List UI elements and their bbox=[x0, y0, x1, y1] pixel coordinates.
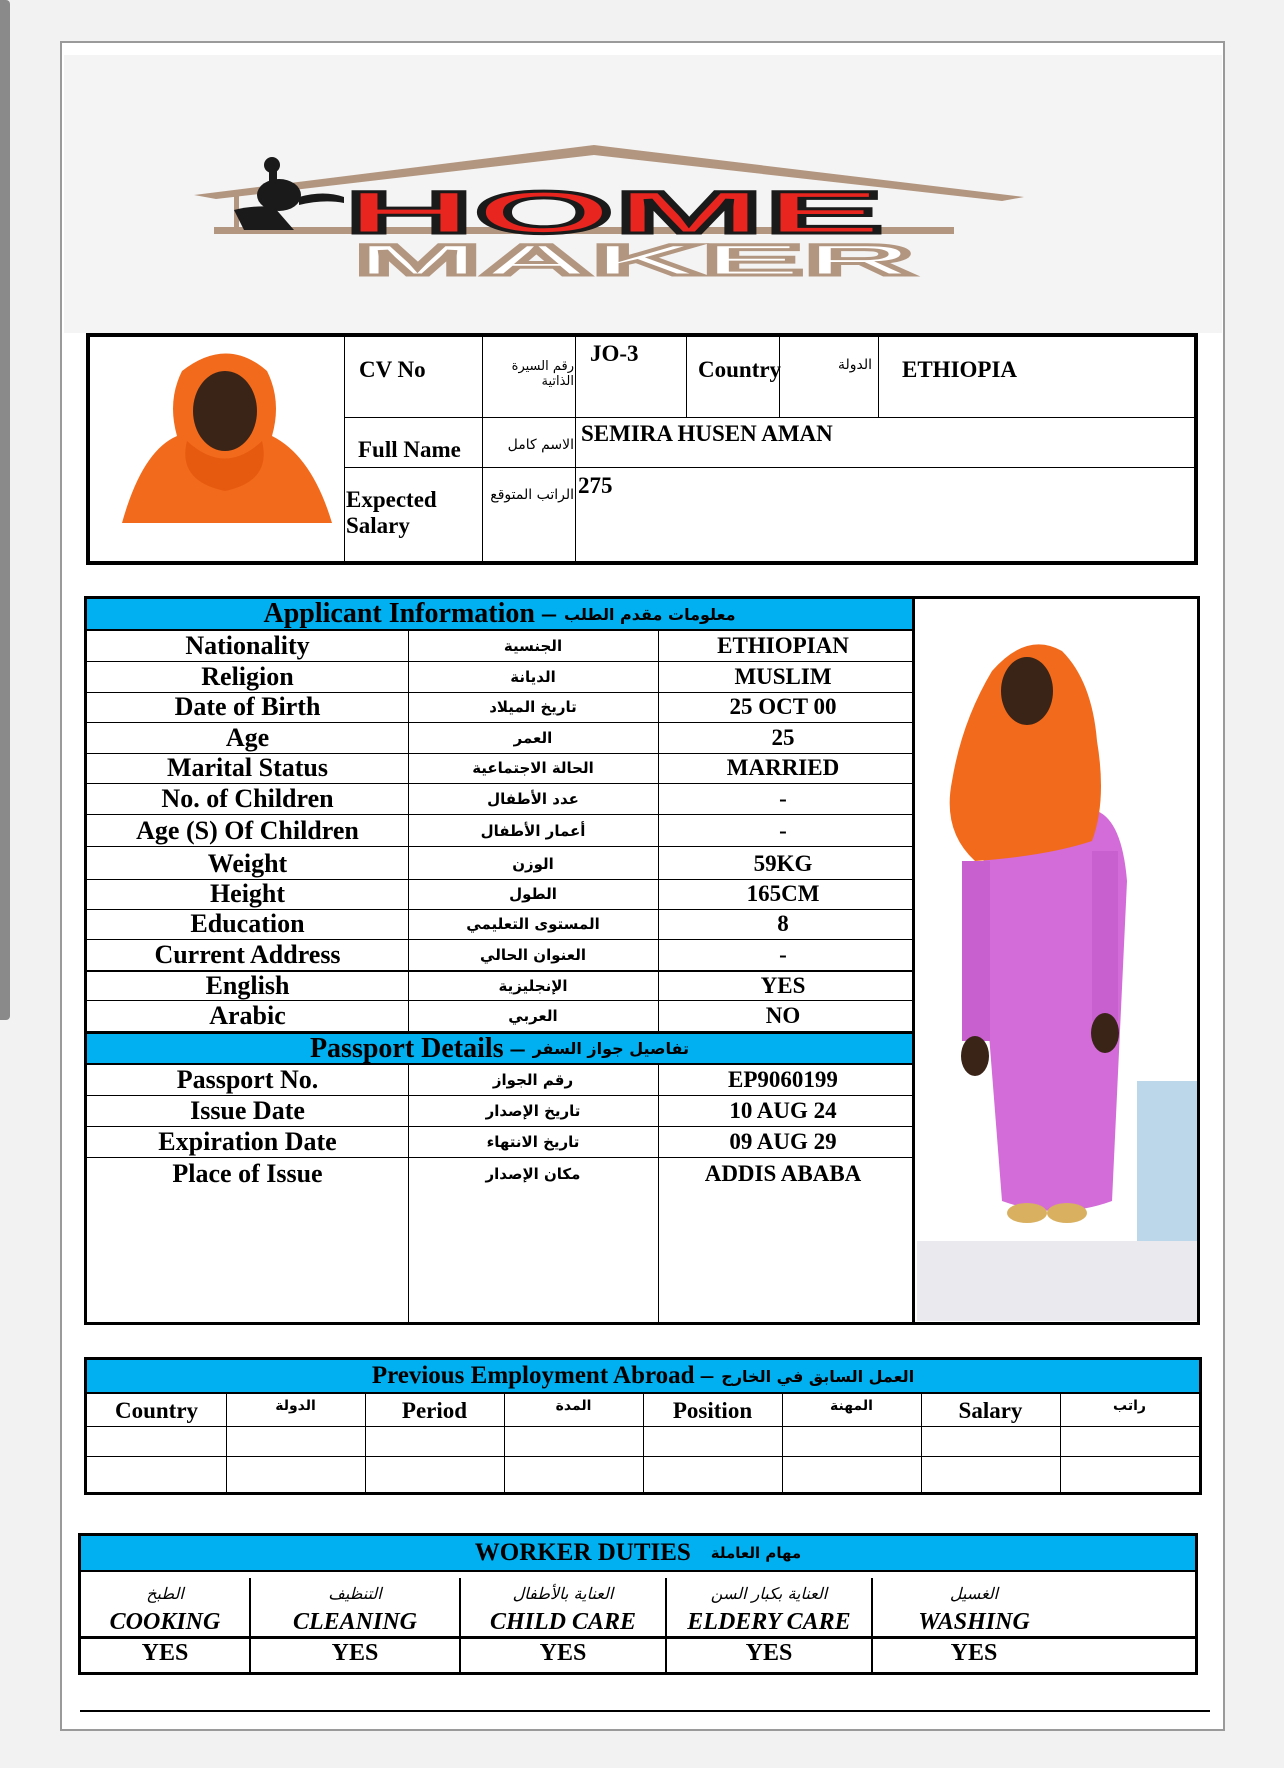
table-row bbox=[87, 631, 912, 662]
country-label-ar: الدولة bbox=[837, 357, 872, 373]
duty-label: ELDERY CARE bbox=[687, 1609, 851, 1635]
passport-details-title-ar: تفاصيل جواز السفر bbox=[532, 1039, 690, 1058]
row-value: - bbox=[779, 786, 787, 811]
table-row bbox=[87, 940, 912, 971]
row-value: YES bbox=[760, 973, 806, 998]
applicant-portrait bbox=[122, 341, 332, 523]
cv-no-label: CV No bbox=[359, 357, 426, 382]
row-value: ETHIOPIAN bbox=[717, 633, 849, 658]
previous-employment-title-ar: العمل السابق في الخارج bbox=[721, 1366, 915, 1386]
duty-column bbox=[665, 1578, 871, 1672]
table-row bbox=[87, 723, 912, 754]
duty-label-ar: الغسيل bbox=[949, 1584, 999, 1603]
table-row bbox=[87, 1001, 912, 1032]
row-value: 09 AUG 29 bbox=[729, 1129, 837, 1154]
row-label-ar: العنوان الحالي bbox=[480, 946, 586, 964]
row-label-ar: أعمار الأطفال bbox=[480, 822, 586, 840]
duty-column bbox=[871, 1578, 1075, 1672]
employment-header-ar: المدة bbox=[555, 1398, 592, 1414]
row-label-ar: عدد الأطفال bbox=[487, 790, 579, 808]
row-value: 25 OCT 00 bbox=[729, 694, 837, 719]
row-value: MUSLIM bbox=[734, 664, 832, 689]
table-row bbox=[87, 784, 912, 815]
row-label-ar: مكان الإصدار bbox=[485, 1165, 581, 1183]
scrollbar[interactable] bbox=[0, 0, 10, 1020]
table-row bbox=[87, 1127, 912, 1158]
row-label: Nationality bbox=[185, 631, 310, 660]
footer-divider bbox=[80, 1710, 1210, 1712]
expected-salary-label-ar: الراتب المتوقع bbox=[490, 487, 574, 503]
row-label-ar: تاريخ الانتهاء bbox=[486, 1133, 580, 1151]
row-label: Current Address bbox=[154, 940, 341, 969]
duty-label: CLEANING bbox=[292, 1609, 418, 1635]
cv-no-value: JO-3 bbox=[590, 341, 639, 366]
passport-details-title: Passport Details – bbox=[309, 1032, 525, 1064]
duty-label: WASHING bbox=[918, 1609, 1030, 1635]
employment-header: Position bbox=[672, 1398, 753, 1423]
duty-value: YES bbox=[331, 1640, 379, 1666]
row-label: Weight bbox=[207, 849, 288, 878]
row-label-ar: الديانة bbox=[510, 668, 556, 686]
row-value: 10 AUG 24 bbox=[729, 1098, 837, 1123]
row-label: Religion bbox=[201, 662, 294, 691]
applicant-info-title-ar: معلومات مقدم الطلب bbox=[563, 604, 736, 624]
row-label-ar: العمر bbox=[513, 729, 553, 747]
full-name-label: Full Name bbox=[358, 437, 461, 462]
duty-label-ar: الطبخ bbox=[146, 1584, 184, 1603]
row-label-ar: العربي bbox=[508, 1007, 558, 1025]
row-label-ar: الجنسية bbox=[503, 637, 563, 655]
row-label: Expiration Date bbox=[158, 1127, 337, 1156]
row-label-ar: تاريخ الميلاد bbox=[489, 698, 577, 716]
row-value: 165CM bbox=[746, 881, 820, 906]
duty-label-ar: التنظيف bbox=[328, 1584, 382, 1603]
duty-value: YES bbox=[539, 1640, 587, 1666]
row-label-ar: الطول bbox=[509, 885, 557, 903]
table-row bbox=[87, 1065, 912, 1096]
table-row bbox=[87, 816, 912, 847]
full-name-value: SEMIRA HUSEN AMAN bbox=[581, 421, 833, 446]
table-row bbox=[87, 849, 912, 880]
row-label: Height bbox=[209, 879, 286, 908]
worker-duties-title-ar: مهام العاملة bbox=[710, 1544, 802, 1562]
row-label: Issue Date bbox=[190, 1096, 305, 1125]
row-label: Place of Issue bbox=[172, 1159, 323, 1188]
duty-column bbox=[81, 1578, 249, 1672]
table-row bbox=[87, 909, 912, 940]
row-label-ar: المستوى التعليمي bbox=[466, 915, 600, 933]
table-row bbox=[87, 970, 912, 1001]
row-label: Marital Status bbox=[166, 753, 329, 782]
row-value: 25 bbox=[771, 725, 795, 750]
row-label: English bbox=[205, 971, 290, 1000]
applicant-full-photo bbox=[917, 601, 1197, 1321]
row-value: EP9060199 bbox=[728, 1067, 838, 1092]
table-row bbox=[87, 662, 912, 693]
row-label: Date of Birth bbox=[174, 692, 321, 721]
row-label: Age bbox=[225, 723, 270, 752]
passport-details-header bbox=[87, 1032, 912, 1065]
previous-employment-title: Previous Employment Abroad – bbox=[371, 1362, 714, 1389]
table-row bbox=[87, 879, 912, 910]
duty-label: CHILD CARE bbox=[489, 1609, 637, 1635]
cv-no-label-ar: رقم السيرة الذاتية bbox=[511, 359, 574, 389]
country-value: ETHIOPIA bbox=[902, 357, 1018, 382]
table-row bbox=[87, 753, 912, 784]
row-label: No. of Children bbox=[161, 784, 334, 813]
employment-header-ar: المهنة bbox=[830, 1398, 873, 1414]
row-label: Age (S) Of Children bbox=[136, 816, 359, 845]
home-maker-logo bbox=[194, 135, 1074, 315]
svg-text:HOME: HOME bbox=[344, 179, 884, 246]
duty-value: YES bbox=[745, 1640, 793, 1666]
row-label-ar: تاريخ الإصدار bbox=[485, 1102, 581, 1120]
employment-header: Salary bbox=[958, 1398, 1023, 1423]
duty-label-ar: العناية بالأطفال bbox=[512, 1584, 614, 1603]
country-label: Country bbox=[698, 357, 782, 382]
applicant-info-header bbox=[87, 599, 912, 631]
row-value: MARRIED bbox=[726, 755, 840, 780]
worker-duties-table bbox=[78, 1533, 1198, 1675]
duty-value: YES bbox=[950, 1640, 998, 1666]
cv-page bbox=[60, 41, 1225, 1731]
cv-header-table bbox=[86, 333, 1198, 565]
applicant-info-table bbox=[84, 596, 1200, 1325]
table-row bbox=[87, 692, 912, 723]
previous-employment-header bbox=[87, 1360, 1199, 1394]
row-value: NO bbox=[765, 1003, 801, 1028]
full-name-label-ar: الاسم كامل bbox=[507, 437, 574, 453]
row-value: - bbox=[779, 942, 787, 967]
employment-header-ar: الدولة bbox=[275, 1398, 316, 1414]
employment-header: Period bbox=[401, 1398, 468, 1423]
worker-duties-header bbox=[81, 1536, 1195, 1572]
svg-text:MAKER: MAKER bbox=[354, 236, 914, 285]
worker-duties-title: WORKER DUTIES bbox=[474, 1539, 691, 1566]
table-row bbox=[87, 1157, 912, 1191]
row-label-ar: الإنجليزية bbox=[498, 977, 568, 995]
row-label: Arabic bbox=[209, 1001, 286, 1030]
row-value: 59KG bbox=[753, 851, 813, 876]
row-value: - bbox=[779, 818, 787, 843]
duty-label: COOKING bbox=[109, 1609, 221, 1635]
expected-salary-value: 275 bbox=[578, 473, 613, 498]
row-label-ar: الحالة الاجتماعية bbox=[472, 759, 594, 777]
row-label-ar: الوزن bbox=[512, 855, 554, 873]
table-row bbox=[87, 1096, 912, 1127]
duty-column bbox=[249, 1578, 459, 1672]
duty-column bbox=[459, 1578, 665, 1672]
duty-value: YES bbox=[141, 1640, 189, 1666]
row-value: ADDIS ABABA bbox=[704, 1161, 862, 1186]
duty-label-ar: العناية بكبار السن bbox=[710, 1584, 828, 1603]
previous-employment-table bbox=[84, 1357, 1202, 1495]
expected-salary-label: Expected Salary bbox=[346, 487, 437, 538]
logo-banner bbox=[64, 55, 1222, 333]
employment-header: Country bbox=[114, 1398, 199, 1423]
row-label-ar: رقم الجواز bbox=[492, 1071, 574, 1089]
applicant-info-title: Applicant Information – bbox=[263, 598, 556, 629]
employment-header-ar: راتب bbox=[1113, 1398, 1146, 1414]
row-label: Education bbox=[190, 909, 305, 938]
row-label: Passport No. bbox=[176, 1065, 319, 1094]
row-value: 8 bbox=[777, 911, 789, 936]
